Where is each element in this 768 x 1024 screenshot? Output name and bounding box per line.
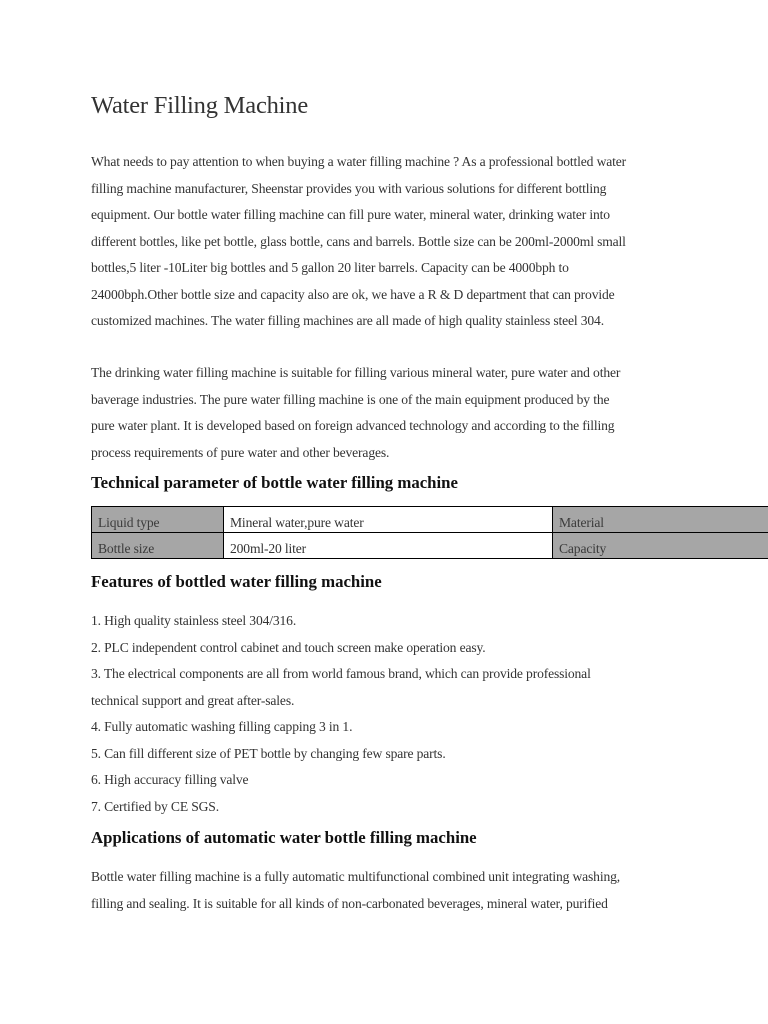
features-list (91, 608, 591, 820)
list-item-text: 4. Fully automatic washing filling capping 3 in 1. (91, 719, 353, 734)
table-cell-label: Bottle size (92, 533, 224, 559)
description-line: process requirements of pure water and other beverages. (91, 444, 390, 460)
intro-line: different bottles, like pet bottle, glass bottle, cans and barrels. Bottle size can be 200ml-2000ml small (91, 233, 626, 249)
description-paragraph (91, 360, 691, 466)
technical-heading: Technical parameter of bottle water filling machine (91, 473, 458, 492)
list-item-text: 6. High accuracy filling valve (91, 772, 249, 787)
table-cell-label: Capacity (553, 533, 768, 559)
intro-line: bottles,5 liter -10Liter big bottles and 5 gallon 20 liter barrels. Capacity can be 4000bph to (91, 260, 569, 275)
list-item-text: technical support and great after-sales. (91, 692, 295, 708)
description-line: baverage industries. The pure water filling machine is one of the main equipment produced by the (91, 391, 610, 407)
list-item-text: 2. PLC independent control cabinet and touch screen make operation easy. (91, 639, 486, 655)
description-line: The drinking water filling machine is suitable for filling various mineral water, pure water and other (91, 365, 621, 380)
table-cell-label: Material (553, 507, 768, 533)
intro-line: equipment. Our bottle water filling machine can fill pure water, mineral water, drinking water into (91, 207, 610, 222)
list-item (91, 661, 591, 714)
description-line: pure water plant. It is developed based on foreign advanced technology and according to the filling (91, 418, 615, 433)
list-item-text: 3. The electrical components are all from world famous brand, which can provide professional (91, 666, 591, 681)
applications-line: Bottle water filling machine is a fully automatic multifunctional combined unit integrating washing, (91, 869, 621, 884)
applications-heading: Applications of automatic water bottle filling machine (91, 828, 477, 847)
intro-paragraph (91, 149, 691, 335)
list-item-text: 7. Certified by CE SGS. (91, 798, 219, 814)
table-cell-value: 200ml-20 liter (224, 533, 553, 559)
list-item (91, 767, 591, 794)
intro-line: What needs to pay attention to when buying a water filling machine ? As a professional bottled water (91, 154, 627, 169)
list-item-text: 5. Can fill different size of PET bottle by changing few spare parts. (91, 745, 446, 761)
list-item (91, 741, 591, 768)
table-row (92, 533, 768, 559)
applications-line: filling and sealing. It is suitable for all kinds of non-carbonated beverages, mineral water, purified (91, 895, 608, 911)
table-cell-label: Liquid type (92, 507, 224, 533)
technical-parameter-table (91, 506, 768, 559)
list-item (91, 714, 591, 741)
intro-line: customized machines. The water filling machines are all made of high quality stainless steel 304. (91, 313, 604, 328)
table-row (92, 507, 768, 533)
list-item-text: 1. High quality stainless steel 304/316. (91, 613, 297, 628)
features-heading: Features of bottled water filling machine (91, 572, 382, 591)
list-item (91, 608, 591, 635)
list-item (91, 794, 591, 821)
page-title: Water Filling Machine (91, 92, 308, 119)
table-cell-value: Mineral water,pure water (224, 507, 553, 533)
intro-line: 24000bph.Other bottle size and capacity also are ok, we have a R & D department that can provide (91, 286, 615, 302)
list-item (91, 635, 591, 662)
intro-line: filling machine manufacturer, Sheenstar provides you with various solutions for different bottling (91, 180, 607, 196)
applications-paragraph (91, 864, 691, 917)
